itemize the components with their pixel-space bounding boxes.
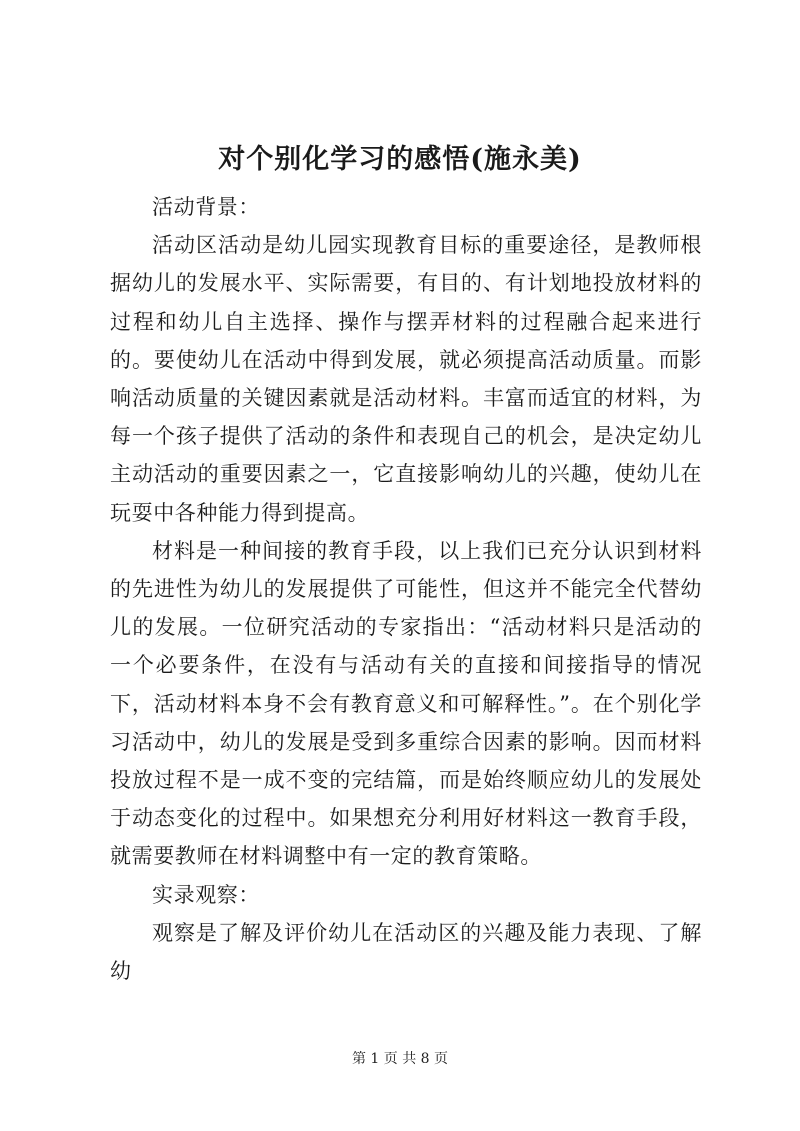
paragraph-materials-text: 材料是一种间接的教育手段，以上我们已充分认识到材料的先进性为幼儿的发展提供了可能性，但这并不能完全代替幼儿的发展。一位研究活动的专家指出：“活动材料只是活动的一个必要条件，在没有与活动有关的直接和间接指导的情况下，活动材料本身不会有教育意义和可解释性。”。在个别化学习活动中，幼儿的发展是受到多重综合因素的影响。因而材料投放过程不是一成不变的完结篇，而是始终顺应幼儿的发展处于动态变化的过程中。如果想充分利用好材料这一教育手段，就需要教师在材料调整中有一定的教育策略。	[110, 538, 702, 869]
paragraph-background-text: 活动区活动是幼儿园实现教育目标的重要途径，是教师根据幼儿的发展水平、实际需要，有目的、有计划地投放材料的过程和幼儿自主选择、操作与摆弄材料的过程融合起来进行的。要使幼儿在活动中得到发展，就必须提高活动质量。而影响活动质量的关键因素就是活动材料。丰富而适宜的材料，为每一个孩子提供了活动的条件和表现自己的机会，是决定幼儿主动活动的重要因素之一，它直接影响幼儿的兴趣，使幼儿在玩耍中各种能力得到提高。	[110, 233, 702, 525]
paragraph-background-heading: 活动背景：	[152, 195, 260, 219]
page-number-footer: 第 1 页 共 8 页	[351, 1051, 449, 1067]
paragraph-observation-text: 观察是了解及评价幼儿在活动区的兴趣及能力表现、了解幼	[110, 920, 702, 984]
document-body	[110, 188, 702, 990]
paragraph-observation-heading: 实录观察：	[152, 882, 260, 907]
document-title: 对个别化学习的感悟(施永美)	[218, 144, 582, 175]
